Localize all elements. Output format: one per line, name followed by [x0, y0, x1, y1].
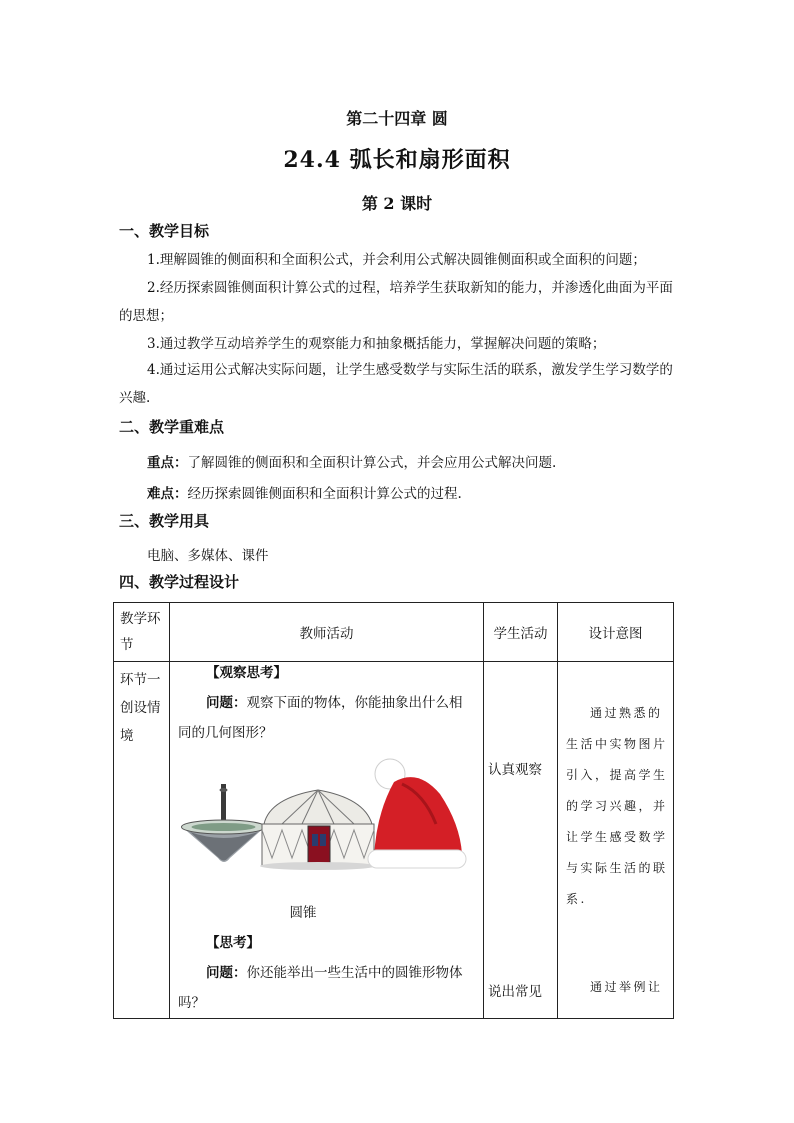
table-header-row — [114, 603, 674, 662]
observe-tag: 【观察思考】 — [206, 665, 287, 681]
key-point-label: 重点： — [147, 455, 188, 471]
section-heading-tools: 三、教学用具 — [119, 512, 210, 530]
question-1-label: 问题： — [206, 695, 247, 711]
yurt-icon — [260, 790, 376, 870]
question-1-text: 观察下面的物体，你能抽象出什么相同的几何图形？ — [178, 695, 463, 741]
header-teacher: 教师活动 — [170, 603, 484, 662]
student-activity-2: 说出常见 — [488, 984, 542, 1000]
student-activity-1: 认真观察 — [488, 762, 542, 778]
intent-text-2: 通过举例让 — [590, 980, 663, 994]
header-intent: 设计意图 — [558, 603, 674, 662]
table-row — [114, 662, 674, 1019]
question-2 — [178, 958, 475, 1018]
student-cell — [484, 662, 558, 1019]
difficult-point-text: 经历探索圆锥侧面积和全面积计算公式的过程. — [187, 486, 462, 502]
intent-cell — [558, 662, 674, 1019]
section-heading-goals: 一、教学目标 — [119, 222, 210, 240]
section-heading-keypoints: 二、教学重难点 — [119, 418, 225, 436]
teacher-cell — [170, 662, 484, 1019]
intent-text-1: 通过熟悉的生活中实物图片引入，提高学生的学习兴趣，并让学生感受数学与实际生活的联系. — [566, 706, 668, 906]
page-title: 24.4 弧长和扇形面积 — [283, 147, 511, 173]
key-point — [119, 449, 675, 477]
goal-item-1: 1.理解圆锥的侧面积和全面积公式，并会利用公式解决圆锥侧面积或全面积的问题； — [147, 252, 646, 268]
question-1 — [178, 688, 475, 748]
section-heading-process: 四、教学过程设计 — [119, 573, 240, 591]
header-student: 学生活动 — [484, 603, 558, 662]
difficult-point — [119, 480, 675, 508]
key-point-text: 了解圆锥的侧面积和全面积计算公式，并会应用公式解决问题. — [187, 455, 557, 471]
tools-text: 电脑、多媒体、课件 — [147, 548, 269, 564]
question-2-text: 你还能举出一些生活中的圆锥形物体吗？ — [178, 965, 463, 1011]
question-2-label: 问题： — [206, 965, 247, 981]
spinning-top-icon — [181, 784, 266, 862]
difficult-point-label: 难点： — [147, 486, 188, 502]
goal-item-3: 3.通过教学互动培养学生的观察能力和抽象概括能力，掌握解决问题的策略； — [147, 336, 606, 352]
header-stage: 教学环节 — [114, 603, 170, 662]
process-table — [113, 602, 674, 1019]
lesson-number: 第 2 课时 — [361, 194, 433, 213]
stage-cell: 环节一创设情境 — [114, 662, 170, 1019]
chapter-title: 第二十四章 圆 — [346, 109, 448, 128]
goal-item-4: 4.通过运用公式解决实际问题，让学生感受数学与实际生活的联系，激发学生学习数学的兴趣. — [119, 362, 673, 406]
think-tag: 【思考】 — [206, 935, 260, 951]
goal-item-2: 2.经历探索圆锥侧面积计算公式的过程，培养学生获取新知的能力，并渗透化曲面为平面的思想； — [119, 280, 673, 324]
santa-hat-icon — [368, 759, 466, 868]
cone-objects-image — [178, 754, 468, 894]
image-caption: 圆锥 — [289, 905, 317, 921]
